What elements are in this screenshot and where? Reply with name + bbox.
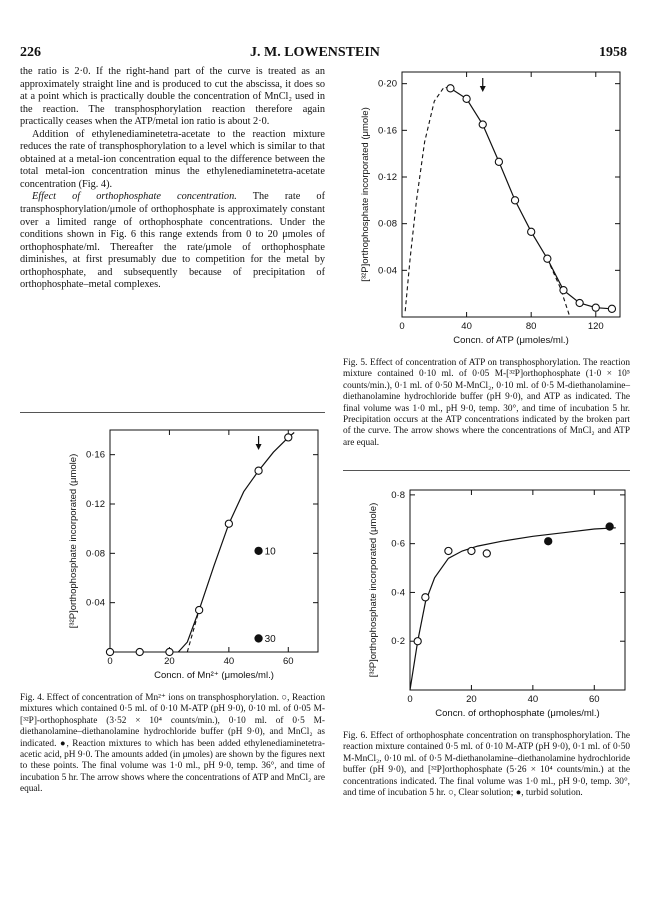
x-tick-label: 60 xyxy=(588,694,600,705)
data-point-open xyxy=(468,547,475,554)
body-text xyxy=(20,66,325,292)
data-point-open xyxy=(511,197,518,204)
x-tick-label: 40 xyxy=(223,656,235,667)
plot-frame xyxy=(410,490,625,690)
x-tick-label: 0 xyxy=(399,321,405,332)
data-point-open xyxy=(608,305,615,312)
divider-right xyxy=(343,470,630,471)
data-point-open xyxy=(528,228,535,235)
data-point-open xyxy=(544,255,551,262)
x-axis-label: Concn. of ATP (μmoles/ml.) xyxy=(453,335,569,346)
y-tick-label: 0·12 xyxy=(85,499,105,510)
y-tick-label: 0·16 xyxy=(377,125,397,137)
paragraph-1: the ratio is 2·0. If the right-hand part of the curve is treated as an approximately straight line and is produced to cut the abscissa, it does so at a point which is practically double the concentration of MnCl₂ used in the reaction. The transphosphorylation reaction therefore again practically ceases when the ATP/metal ion ratio is about 2·0. xyxy=(20,66,325,128)
data-point-open xyxy=(136,648,143,655)
figure-6-caption: Fig. 6. Effect of orthophosphate concentration on transphosphorylation. The reaction mixture contained 0·5 ml. of 0·10 M-ATP (pH 9·0), 0·1 ml. of 0·50 M-MnCl₂, 0·10 ml. of 0·5 M-diethanolamine–diethanolamine hydrochloride buffer (pH 9·0), and [³²P]orthophosphate (5·26 × 10⁴ counts/min.) at the concentrations indicated. The final volume was 1·0 ml., pH 9·0, temp. 30°, and time of incubation 5 hr. ○, Clear solution; ●, turbid solution. xyxy=(343,731,630,799)
data-point-open xyxy=(225,520,232,527)
y-tick-label: 0·20 xyxy=(377,78,397,90)
data-point-filled xyxy=(545,538,552,545)
data-point-filled xyxy=(255,547,262,554)
section-heading: Effect of orthophosphate concentration. xyxy=(32,191,237,203)
y-tick-label: 0·12 xyxy=(377,172,397,183)
data-point-open xyxy=(196,606,203,613)
y-tick-label: 0·4 xyxy=(391,587,405,599)
data-point-open xyxy=(576,299,583,306)
year: 1958 xyxy=(599,45,627,60)
point-label: 30 xyxy=(264,633,276,645)
x-tick-label: 120 xyxy=(587,321,604,332)
data-point-open xyxy=(255,467,262,474)
paragraph-2: Addition of ethylenediaminetetra-acetate to the reaction mixture reduces the rate of transphosphorylation to a level which is similar to that obtained at a metal-ion concentration equal to the difference between the total metal-ion concentration minus the ethylenediaminetetra-acetate concentration (Fig. 4). xyxy=(20,128,325,190)
arrow-head xyxy=(256,444,262,450)
x-tick-label: 0 xyxy=(107,656,113,667)
y-axis-label: [³²P]orthophosphate incorporated (μmole) xyxy=(368,502,379,678)
y-axis-label: [³²P]orthophosphate incorporated (μmole) xyxy=(68,453,79,629)
x-tick-label: 80 xyxy=(525,321,537,332)
data-point-open xyxy=(592,304,599,311)
data-point-open xyxy=(414,638,421,645)
divider-left xyxy=(20,412,325,413)
x-tick-label: 40 xyxy=(461,321,472,332)
plot-frame xyxy=(110,430,318,652)
data-point-open xyxy=(445,547,452,554)
data-point-open xyxy=(495,158,502,165)
plot-frame xyxy=(402,72,620,317)
x-tick-label: 20 xyxy=(466,694,477,705)
y-tick-label: 0·04 xyxy=(377,265,397,277)
plot-area xyxy=(68,430,318,681)
y-tick-label: 0·08 xyxy=(377,218,397,230)
x-tick-label: 60 xyxy=(282,656,294,667)
data-point-filled xyxy=(255,635,262,642)
figure-4-caption: Fig. 4. Effect of concentration of Mn²⁺ ions on transphosphorylation. ○, Reaction mixtures which contained 0·5 ml. of 0·10 M-ATP (pH 9·0), 0·10 ml. of 0·05 M-[³²P]-orthophosphate (3·52 × 10⁴ counts/min.), 0·10 ml. of 0·5 M-diethanolamine–diethanolamine hydrochloride buffer (pH 9·0), and MnCl₂ as indicated. ●, Reaction mixtures to which has been added ethylenediaminetetra-acetic acid, pH 9·0. The amounts added (in μmoles) are shown by the figures next to these points. The final volume was 1·0 ml., pH 9·0, temp. 36°, and time of incubation 5 hr. The arrow shows where the concentrations of ATP and MnCl₂ are equal. xyxy=(20,693,325,795)
data-point-open xyxy=(483,550,490,557)
plot-area xyxy=(360,72,620,346)
data-point-open xyxy=(447,85,454,92)
section-text: The rate of transphosphorylation/μmole of orthophosphate is approximately constant over a limited range of orthophosphate concentrations. Under the conditions shown in Fig. 6 this range extends from 0 to 20 μmoles of orthophosphate/ml. Thereafter the rate/μmole of orthophosphate diminishes, at first presumably due to competition for the metal by orthophosphate, and subsequently because of precipitation of orthophosphate–metal complexes. xyxy=(20,191,325,291)
data-point-open xyxy=(463,95,470,102)
x-tick-label: 20 xyxy=(164,656,175,667)
y-tick-label: 0·2 xyxy=(391,636,405,648)
data-point-open xyxy=(106,648,113,655)
data-point-open xyxy=(285,434,292,441)
dashed-curve xyxy=(405,87,450,311)
plot-area xyxy=(368,490,625,719)
y-tick-label: 0·8 xyxy=(391,489,405,501)
y-tick-label: 0·04 xyxy=(85,597,105,609)
running-title: J. M. LOWENSTEIN xyxy=(250,45,380,60)
data-point-filled xyxy=(606,523,613,530)
data-point-open xyxy=(166,648,173,655)
x-tick-label: 40 xyxy=(527,694,539,705)
y-tick-label: 0·6 xyxy=(391,538,405,550)
dashed-curve xyxy=(187,610,199,652)
solid-curve xyxy=(178,433,294,653)
x-tick-label: 0 xyxy=(407,694,413,705)
solid-curve xyxy=(450,88,612,308)
paragraph-3 xyxy=(20,191,325,291)
page-number: 226 xyxy=(20,45,41,60)
figure-4-chart xyxy=(20,418,325,688)
y-tick-label: 0·16 xyxy=(85,449,105,461)
solid-curve xyxy=(410,528,616,690)
data-point-open xyxy=(422,594,429,601)
data-point-open xyxy=(479,121,486,128)
y-axis-label: [³²P]orthophosphate incorporated (μmole) xyxy=(360,107,371,282)
x-axis-label: Concn. of orthophosphate (μmoles/ml.) xyxy=(435,708,600,719)
figure-5-caption: Fig. 5. Effect of concentration of ATP on transphosphorylation. The reaction mixture contained 0·10 ml. of 0·05 M-[³²P]orthophosphate (1·0 × 10⁵ counts/min.), 0·1 ml. of 0·50 M-MnCl₂, 0·10 ml. of 0·5 M-diethanolamine–diethanolamine hydrochloride buffer (pH 9·0), and ATP as indicated. The final volume was 1·0 ml., pH 9·0, temp. 30°, and time of incubation 5 hr. Precipitation occurs at the ATP concentrations indicated by the broken part of the curve. The arrow shows where the concentrations of MnCl₂ and ATP are equal. xyxy=(343,358,630,448)
data-point-open xyxy=(560,287,567,294)
figure-6-chart xyxy=(350,478,635,728)
figure-5-chart xyxy=(350,60,630,360)
x-axis-label: Concn. of Mn²⁺ (μmoles/ml.) xyxy=(154,670,274,681)
point-label: 10 xyxy=(264,546,276,558)
y-tick-label: 0·08 xyxy=(85,548,105,560)
arrow-head xyxy=(480,86,486,92)
